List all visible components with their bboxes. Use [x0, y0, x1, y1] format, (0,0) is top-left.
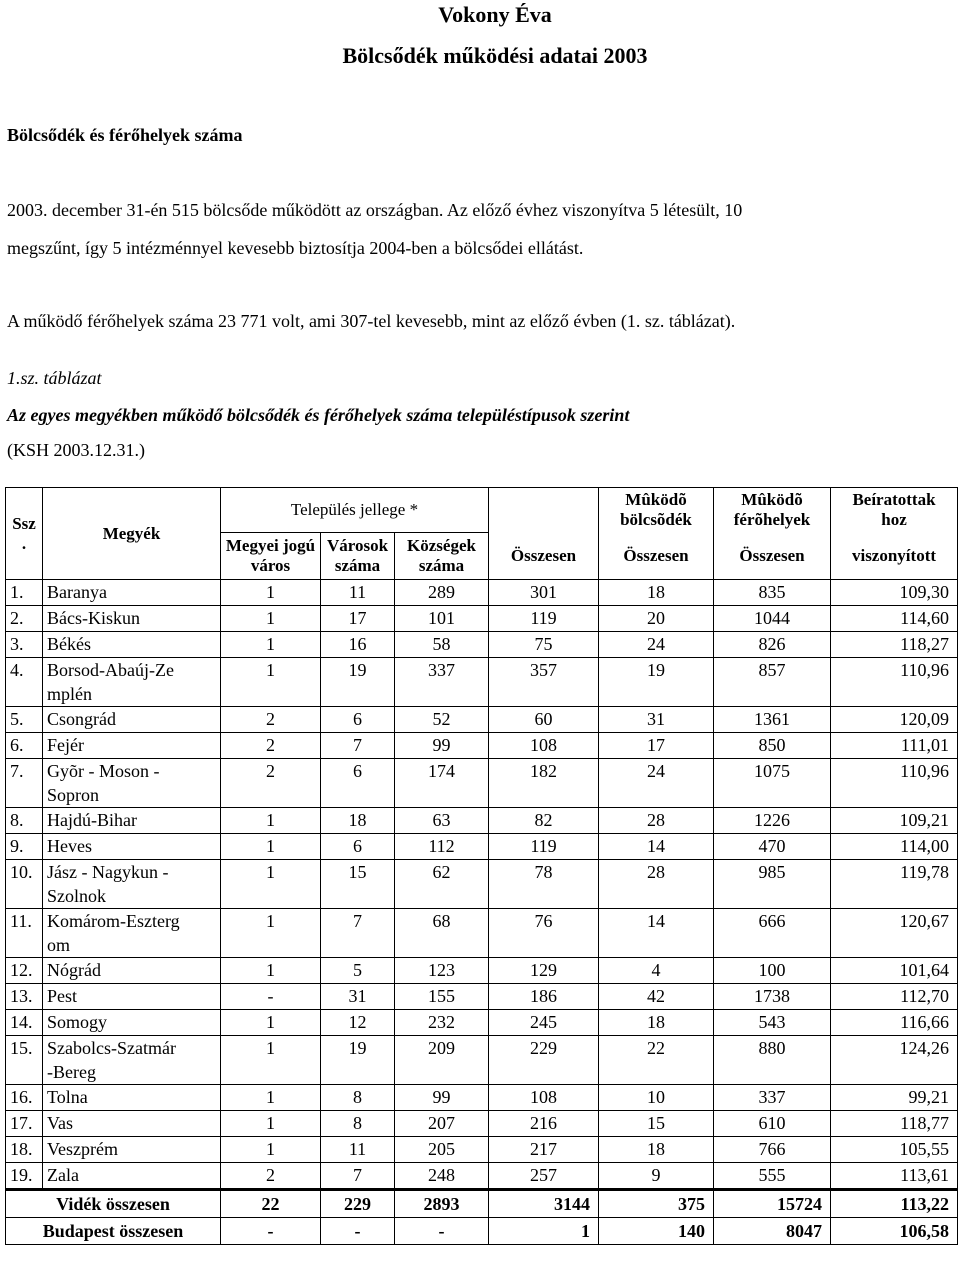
cell-mukodo-ferohelyek: 666 [714, 909, 831, 958]
cell-megyei-jogu-varos: 1 [221, 606, 321, 632]
cell-mukodo-bolcsodek: 18 [599, 1137, 714, 1163]
cell-megyei-jogu-varos: 1 [221, 808, 321, 834]
document-title: Bölcsődék működési adatai 2003 [342, 43, 648, 68]
table-row [6, 909, 958, 958]
cell-mukodo-bolcsodek: 10 [599, 1085, 714, 1111]
cell-osszesen: 357 [489, 658, 599, 707]
cell-total-beir: 113,22 [831, 1190, 958, 1218]
cell-varosok-szama: 6 [321, 834, 395, 860]
table-row [6, 1085, 958, 1111]
cell-mukodo-ferohelyek: 766 [714, 1137, 831, 1163]
cell-mukodo-bolcsodek: 31 [599, 707, 714, 733]
cell-mukodo-ferohelyek: 1738 [714, 984, 831, 1010]
cell-beiratottak: 113,61 [831, 1163, 958, 1190]
cell-county-name: Tolna [43, 1085, 221, 1111]
table-row [6, 860, 958, 909]
cell-total-fer: 8047 [714, 1218, 831, 1245]
header-beiratottak: Beíratottak hoz [831, 488, 958, 533]
cell-county-name: Vas [43, 1111, 221, 1137]
cell-county-name: Zala [43, 1163, 221, 1190]
cell-kozsegek-szama: 155 [395, 984, 489, 1010]
cell-row-number: 8. [6, 808, 43, 834]
cell-beiratottak: 105,55 [831, 1137, 958, 1163]
cell-megyei-jogu-varos: 1 [221, 860, 321, 909]
cell-megyei-jogu-varos: 2 [221, 1163, 321, 1190]
cell-megyei-jogu-varos: 1 [221, 909, 321, 958]
table-caption: Az egyes megyékben működő bölcsődék és férőhelyek száma településtípusok szerint [7, 405, 630, 425]
cell-mukodo-bolcsodek: 17 [599, 733, 714, 759]
cell-row-number: 18. [6, 1137, 43, 1163]
cell-kozsegek-szama: 112 [395, 834, 489, 860]
cell-kozsegek-szama: 63 [395, 808, 489, 834]
cell-osszesen: 257 [489, 1163, 599, 1190]
cell-varosok-szama: 11 [321, 1137, 395, 1163]
cell-county-name: Nógrád [43, 958, 221, 984]
cell-row-number: 6. [6, 733, 43, 759]
cell-county-name: Komárom-Eszterg om [43, 909, 221, 958]
cell-row-number: 2. [6, 606, 43, 632]
cell-beiratottak: 112,70 [831, 984, 958, 1010]
cell-megyei-jogu-varos: - [221, 984, 321, 1010]
cell-kozsegek-szama: 232 [395, 1010, 489, 1036]
cell-mukodo-ferohelyek: 826 [714, 632, 831, 658]
cell-beiratottak: 99,21 [831, 1085, 958, 1111]
cell-megyei-jogu-varos: 2 [221, 759, 321, 808]
cell-total-mj: 22 [221, 1190, 321, 1218]
cell-megyei-jogu-varos: 1 [221, 958, 321, 984]
cell-osszesen: 217 [489, 1137, 599, 1163]
cell-kozsegek-szama: 289 [395, 580, 489, 606]
table-row [6, 1111, 958, 1137]
table-label: 1.sz. táblázat [7, 368, 102, 388]
cell-osszesen: 108 [489, 733, 599, 759]
cell-varosok-szama: 31 [321, 984, 395, 1010]
cell-row-number: 12. [6, 958, 43, 984]
cell-kozsegek-szama: 99 [395, 1085, 489, 1111]
cell-row-number: 17. [6, 1111, 43, 1137]
cell-mukodo-ferohelyek: 1044 [714, 606, 831, 632]
cell-mukodo-bolcsodek: 22 [599, 1036, 714, 1085]
cell-beiratottak: 120,09 [831, 707, 958, 733]
cell-osszesen: 245 [489, 1010, 599, 1036]
paragraph-1-line-1: 2003. december 31-én 515 bölcsőde működött az országban. Az előző évhez viszonyítva 5 létesült, 10 [7, 200, 743, 220]
cell-beiratottak: 110,96 [831, 658, 958, 707]
cell-megyei-jogu-varos: 2 [221, 733, 321, 759]
cell-row-number: 7. [6, 759, 43, 808]
cell-osszesen: 119 [489, 606, 599, 632]
cell-varosok-szama: 19 [321, 658, 395, 707]
cell-varosok-szama: 18 [321, 808, 395, 834]
cell-county-name: Somogy [43, 1010, 221, 1036]
header-megyei-jogu-varos: Megyei jogú város [221, 533, 321, 580]
cell-mukodo-ferohelyek: 985 [714, 860, 831, 909]
cell-mukodo-ferohelyek: 100 [714, 958, 831, 984]
table-row [6, 1036, 958, 1085]
cell-osszesen: 82 [489, 808, 599, 834]
cell-beiratottak: 109,30 [831, 580, 958, 606]
cell-megyei-jogu-varos: 1 [221, 658, 321, 707]
cell-kozsegek-szama: 207 [395, 1111, 489, 1137]
cell-mukodo-bolcsodek: 14 [599, 909, 714, 958]
header-megyek: Megyék [43, 488, 221, 580]
table-row [6, 834, 958, 860]
cell-osszesen: 60 [489, 707, 599, 733]
table-row [6, 632, 958, 658]
cell-beiratottak: 114,60 [831, 606, 958, 632]
cell-kozsegek-szama: 123 [395, 958, 489, 984]
cell-mukodo-ferohelyek: 835 [714, 580, 831, 606]
header-mukodo-ferohelyek: Mûködõ férõhelyek [714, 488, 831, 533]
table-row [6, 1010, 958, 1036]
totals-row [6, 1218, 958, 1245]
cell-megyei-jogu-varos: 1 [221, 1111, 321, 1137]
table-row [6, 1163, 958, 1190]
cell-mukodo-ferohelyek: 470 [714, 834, 831, 860]
header-osszesen: Összesen [489, 533, 599, 580]
author-name: Vokony Éva [438, 2, 552, 27]
cell-kozsegek-szama: 101 [395, 606, 489, 632]
cell-total-ossz: 3144 [489, 1190, 599, 1218]
data-table [5, 487, 958, 1245]
cell-row-number: 15. [6, 1036, 43, 1085]
cell-varosok-szama: 19 [321, 1036, 395, 1085]
table-row [6, 606, 958, 632]
cell-varosok-szama: 11 [321, 580, 395, 606]
cell-county-name: Gyõr - Moson - Sopron [43, 759, 221, 808]
cell-mukodo-ferohelyek: 555 [714, 1163, 831, 1190]
cell-total-bol: 140 [599, 1218, 714, 1245]
cell-beiratottak: 118,77 [831, 1111, 958, 1137]
cell-beiratottak: 110,96 [831, 759, 958, 808]
table-row [6, 580, 958, 606]
cell-kozsegek-szama: 205 [395, 1137, 489, 1163]
cell-row-number: 16. [6, 1085, 43, 1111]
table-row [6, 1137, 958, 1163]
table-row [6, 707, 958, 733]
cell-kozsegek-szama: 52 [395, 707, 489, 733]
cell-varosok-szama: 15 [321, 860, 395, 909]
cell-kozsegek-szama: 174 [395, 759, 489, 808]
cell-beiratottak: 111,01 [831, 733, 958, 759]
cell-megyei-jogu-varos: 1 [221, 580, 321, 606]
cell-total-koz: 2893 [395, 1190, 489, 1218]
cell-megyei-jogu-varos: 1 [221, 834, 321, 860]
cell-total-beir: 106,58 [831, 1218, 958, 1245]
cell-county-name: Borsod-Abaúj-Ze mplén [43, 658, 221, 707]
cell-varosok-szama: 17 [321, 606, 395, 632]
cell-varosok-szama: 8 [321, 1085, 395, 1111]
cell-total-var: - [321, 1218, 395, 1245]
cell-county-name: Bács-Kiskun [43, 606, 221, 632]
cell-beiratottak: 118,27 [831, 632, 958, 658]
cell-total-koz: - [395, 1218, 489, 1245]
cell-megyei-jogu-varos: 1 [221, 1137, 321, 1163]
cell-row-number: 1. [6, 580, 43, 606]
cell-county-name: Jász - Nagykun - Szolnok [43, 860, 221, 909]
cell-county-name: Fejér [43, 733, 221, 759]
header-osszesen-top [489, 488, 599, 533]
cell-mukodo-bolcsodek: 20 [599, 606, 714, 632]
cell-county-name: Veszprém [43, 1137, 221, 1163]
cell-county-name: Békés [43, 632, 221, 658]
cell-row-number: 19. [6, 1163, 43, 1190]
cell-total-ossz: 1 [489, 1218, 599, 1245]
cell-megyei-jogu-varos: 2 [221, 707, 321, 733]
cell-row-number: 14. [6, 1010, 43, 1036]
cell-kozsegek-szama: 337 [395, 658, 489, 707]
paragraph-2: A működő férőhelyek száma 23 771 volt, ami 307-tel kevesebb, mint az előző évben (1. sz. táblázat). [7, 311, 736, 331]
table-row [6, 958, 958, 984]
cell-varosok-szama: 6 [321, 707, 395, 733]
header-ssz: Ssz . [6, 488, 43, 580]
cell-mukodo-ferohelyek: 850 [714, 733, 831, 759]
cell-mukodo-ferohelyek: 857 [714, 658, 831, 707]
cell-beiratottak: 124,26 [831, 1036, 958, 1085]
section-title: Bölcsődék és férőhelyek száma [7, 125, 243, 145]
cell-county-name: Szabolcs-Szatmár -Bereg [43, 1036, 221, 1085]
cell-mukodo-ferohelyek: 610 [714, 1111, 831, 1137]
cell-varosok-szama: 5 [321, 958, 395, 984]
cell-beiratottak: 120,67 [831, 909, 958, 958]
cell-mukodo-ferohelyek: 337 [714, 1085, 831, 1111]
cell-mukodo-bolcsodek: 42 [599, 984, 714, 1010]
table-source: (KSH 2003.12.31.) [7, 440, 145, 460]
cell-mukodo-bolcsodek: 18 [599, 580, 714, 606]
cell-beiratottak: 114,00 [831, 834, 958, 860]
cell-county-name: Baranya [43, 580, 221, 606]
cell-mukodo-bolcsodek: 4 [599, 958, 714, 984]
cell-megyei-jogu-varos: 1 [221, 1085, 321, 1111]
table-row [6, 658, 958, 707]
cell-row-number: 11. [6, 909, 43, 958]
cell-county-name: Heves [43, 834, 221, 860]
cell-row-number: 3. [6, 632, 43, 658]
cell-varosok-szama: 7 [321, 1163, 395, 1190]
cell-megyei-jogu-varos: 1 [221, 632, 321, 658]
cell-osszesen: 301 [489, 580, 599, 606]
cell-county-name: Hajdú-Bihar [43, 808, 221, 834]
cell-osszesen: 78 [489, 860, 599, 909]
cell-megyei-jogu-varos: 1 [221, 1036, 321, 1085]
cell-mukodo-bolcsodek: 24 [599, 632, 714, 658]
cell-county-name: Csongrád [43, 707, 221, 733]
cell-mukodo-ferohelyek: 543 [714, 1010, 831, 1036]
cell-total-fer: 15724 [714, 1190, 831, 1218]
cell-mukodo-bolcsodek: 18 [599, 1010, 714, 1036]
cell-kozsegek-szama: 62 [395, 860, 489, 909]
cell-varosok-szama: 7 [321, 733, 395, 759]
cell-osszesen: 129 [489, 958, 599, 984]
cell-mukodo-bolcsodek: 15 [599, 1111, 714, 1137]
header-kozsegek-szama: Községek száma [395, 533, 489, 580]
cell-varosok-szama: 8 [321, 1111, 395, 1137]
cell-osszesen: 108 [489, 1085, 599, 1111]
table-row [6, 984, 958, 1010]
cell-beiratottak: 101,64 [831, 958, 958, 984]
cell-kozsegek-szama: 68 [395, 909, 489, 958]
header-telepules: Település jellege * [221, 488, 489, 533]
cell-varosok-szama: 6 [321, 759, 395, 808]
table-row [6, 759, 958, 808]
cell-megyei-jogu-varos: 1 [221, 1010, 321, 1036]
table-row [6, 808, 958, 834]
cell-total-mj: - [221, 1218, 321, 1245]
cell-total-bol: 375 [599, 1190, 714, 1218]
cell-beiratottak: 119,78 [831, 860, 958, 909]
cell-kozsegek-szama: 58 [395, 632, 489, 658]
cell-mukodo-ferohelyek: 1226 [714, 808, 831, 834]
cell-row-number: 10. [6, 860, 43, 909]
cell-mukodo-ferohelyek: 880 [714, 1036, 831, 1085]
header-varosok-szama: Városok száma [321, 533, 395, 580]
cell-kozsegek-szama: 248 [395, 1163, 489, 1190]
header-mukodo-bolcsodek: Mûködõ bölcsõdék [599, 488, 714, 533]
cell-row-number: 9. [6, 834, 43, 860]
cell-osszesen: 229 [489, 1036, 599, 1085]
cell-beiratottak: 109,21 [831, 808, 958, 834]
cell-mukodo-ferohelyek: 1361 [714, 707, 831, 733]
cell-mukodo-bolcsodek: 14 [599, 834, 714, 860]
cell-osszesen: 75 [489, 632, 599, 658]
cell-kozsegek-szama: 209 [395, 1036, 489, 1085]
cell-row-number: 5. [6, 707, 43, 733]
cell-varosok-szama: 12 [321, 1010, 395, 1036]
cell-osszesen: 216 [489, 1111, 599, 1137]
cell-osszesen: 76 [489, 909, 599, 958]
totals-row [6, 1190, 958, 1218]
table-row [6, 733, 958, 759]
paragraph-1-line-2: megszűnt, így 5 intézménnyel kevesebb biztosítja 2004-ben a bölcsődei ellátást. [7, 238, 584, 258]
header-bolcsodek-osszesen: Összesen [599, 533, 714, 580]
cell-varosok-szama: 16 [321, 632, 395, 658]
cell-total-label: Budapest összesen [6, 1218, 221, 1245]
cell-osszesen: 119 [489, 834, 599, 860]
header-viszonyitott: viszonyított [831, 533, 958, 580]
cell-total-label: Vidék összesen [6, 1190, 221, 1218]
cell-osszesen: 182 [489, 759, 599, 808]
cell-mukodo-bolcsodek: 24 [599, 759, 714, 808]
cell-mukodo-ferohelyek: 1075 [714, 759, 831, 808]
cell-varosok-szama: 7 [321, 909, 395, 958]
cell-mukodo-bolcsodek: 19 [599, 658, 714, 707]
cell-osszesen: 186 [489, 984, 599, 1010]
cell-kozsegek-szama: 99 [395, 733, 489, 759]
header-ferohelyek-osszesen: Összesen [714, 533, 831, 580]
cell-beiratottak: 116,66 [831, 1010, 958, 1036]
cell-mukodo-bolcsodek: 28 [599, 860, 714, 909]
cell-row-number: 4. [6, 658, 43, 707]
cell-mukodo-bolcsodek: 28 [599, 808, 714, 834]
cell-row-number: 13. [6, 984, 43, 1010]
cell-mukodo-bolcsodek: 9 [599, 1163, 714, 1190]
cell-county-name: Pest [43, 984, 221, 1010]
cell-total-var: 229 [321, 1190, 395, 1218]
